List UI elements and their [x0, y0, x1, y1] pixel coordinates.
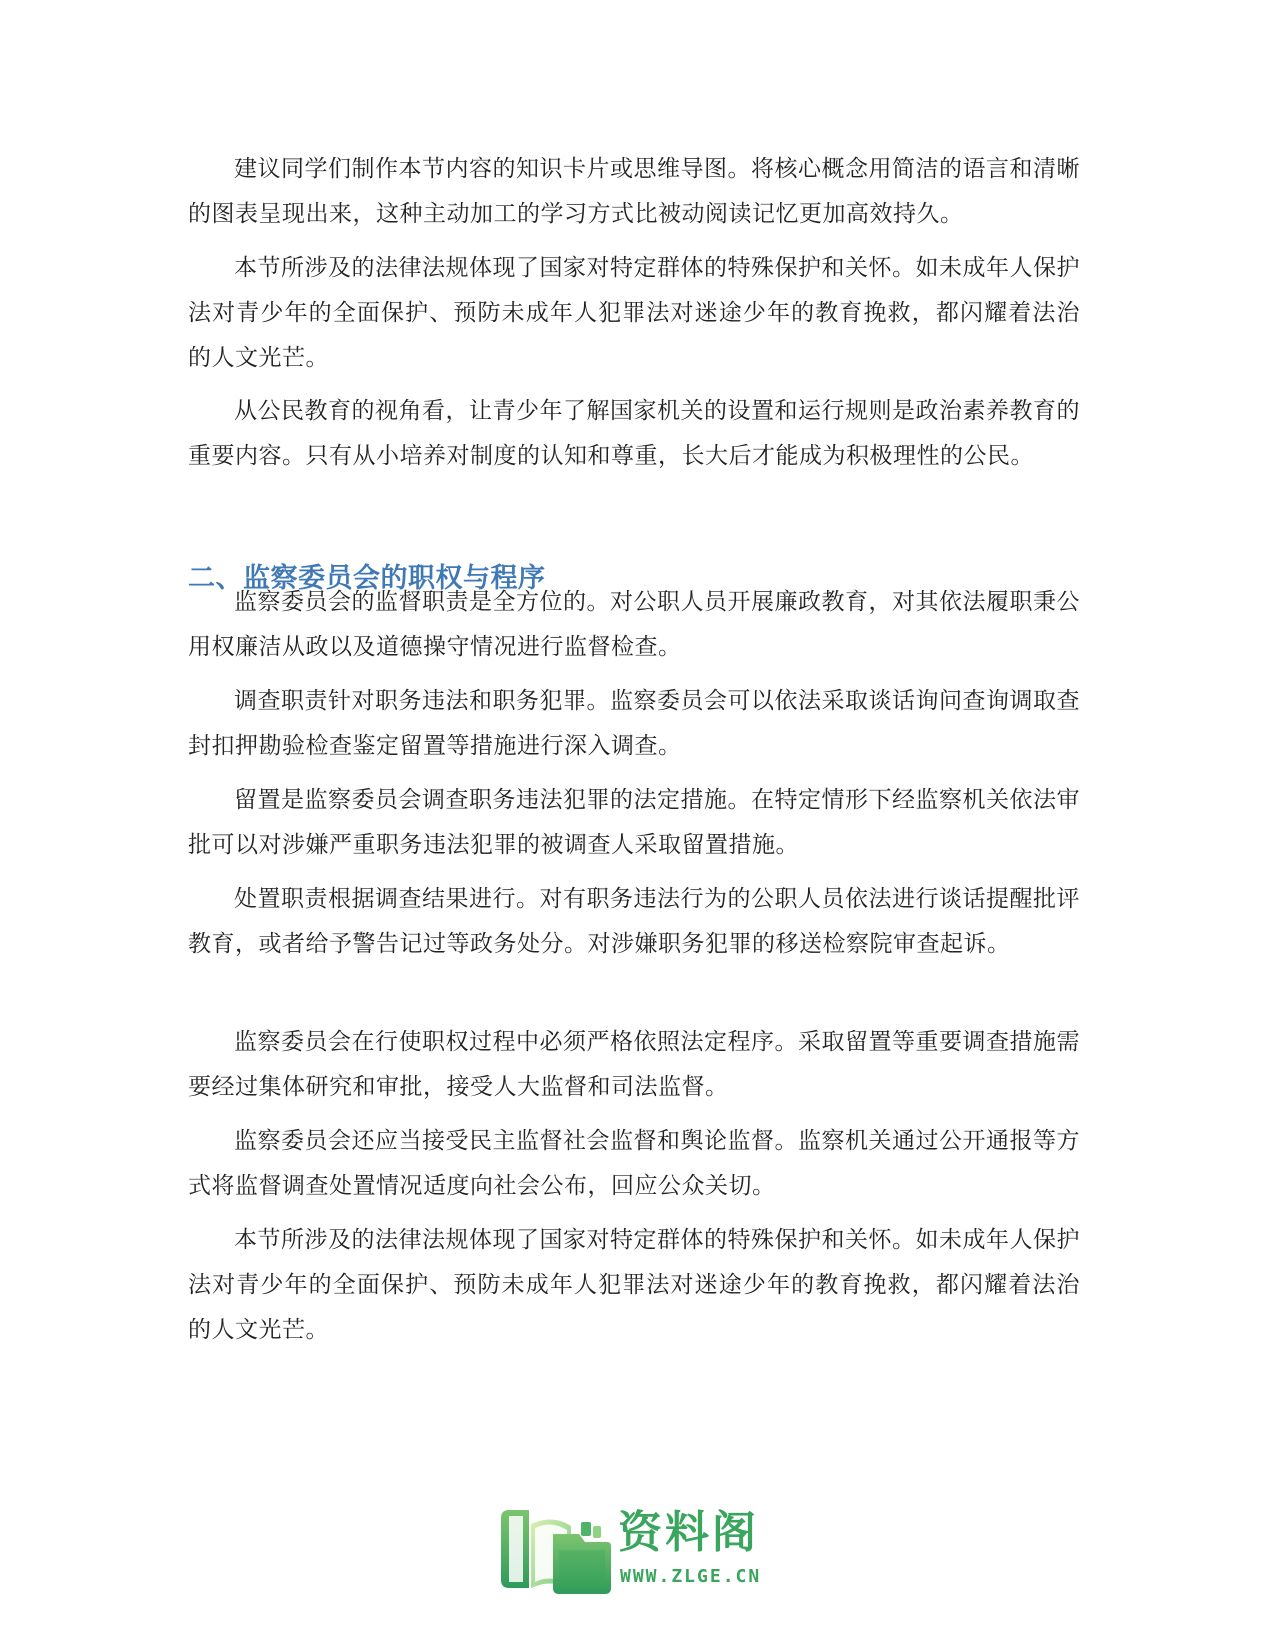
site-logo — [495, 1504, 780, 1600]
paragraph-detention-measure: 留置是监察委员会调查职务违法犯罪的法定措施。在特定情形下经监察机关依法审批可以对涉嫌严重职务违法犯罪的被调查人采取留置措施。 — [188, 787, 1080, 858]
paragraph-legal-procedure: 监察委员会在行使职权过程中必须严格依照法定程序。采取留置等重要调查措施需要经过集体研究和审批，接受人大监督和司法监督。 — [188, 1029, 1080, 1100]
paragraph-civic-education: 从公民教育的视角看，让青少年了解国家机关的设置和运行规则是政治素养教育的重要内容。只有从小培养对制度的认知和尊重，长大后才能成为积极理性的公民。 — [188, 398, 1080, 469]
paragraph-public-supervision: 监察委员会还应当接受民主监督社会监督和舆论监督。监察机关通过公开通报等方式将监督调查处置情况适度向社会公布，回应公众关切。 — [188, 1128, 1080, 1199]
section-heading: 二、监察委员会的职权与程序 — [188, 563, 546, 594]
logo-url: WWW.ZLGE.CN — [620, 1566, 762, 1587]
paragraph-supervision-duty: 监察委员会的监督职责是全方位的。对公职人员开展廉政教育，对其依法履职秉公用权廉洁从政以及道德操守情况进行监督检查。 — [188, 589, 1080, 660]
logo-title: 资料阁 — [618, 1507, 759, 1558]
paragraph-legal-protection: 本节所涉及的法律法规体现了国家对特定群体的特殊保护和关怀。如未成年人保护法对青少年的全面保护、预防未成年人犯罪法对迷途少年的教育挽救，都闪耀着法治的人文光芒。 — [188, 255, 1080, 371]
paragraph-investigation-duty: 调查职责针对职务违法和职务犯罪。监察委员会可以依法采取谈话询问查询调取查封扣押勘验检查鉴定留置等措施进行深入调查。 — [188, 688, 1080, 759]
book-folder-icon — [495, 1504, 613, 1596]
paragraph-legal-protection-repeat: 本节所涉及的法律法规体现了国家对特定群体的特殊保护和关怀。如未成年人保护法对青少年的全面保护、预防未成年人犯罪法对迷途少年的教育挽救，都闪耀着法治的人文光芒。 — [188, 1227, 1080, 1343]
paragraph-study-tip: 建议同学们制作本节内容的知识卡片或思维导图。将核心概念用简洁的语言和清晰的图表呈现出来，这种主动加工的学习方式比被动阅读记忆更加高效持久。 — [188, 156, 1080, 227]
paragraph-disposal-duty: 处置职责根据调查结果进行。对有职务违法行为的公职人员依法进行谈话提醒批评教育，或者给予警告记过等政务处分。对涉嫌职务犯罪的移送检察院审查起诉。 — [188, 886, 1080, 957]
